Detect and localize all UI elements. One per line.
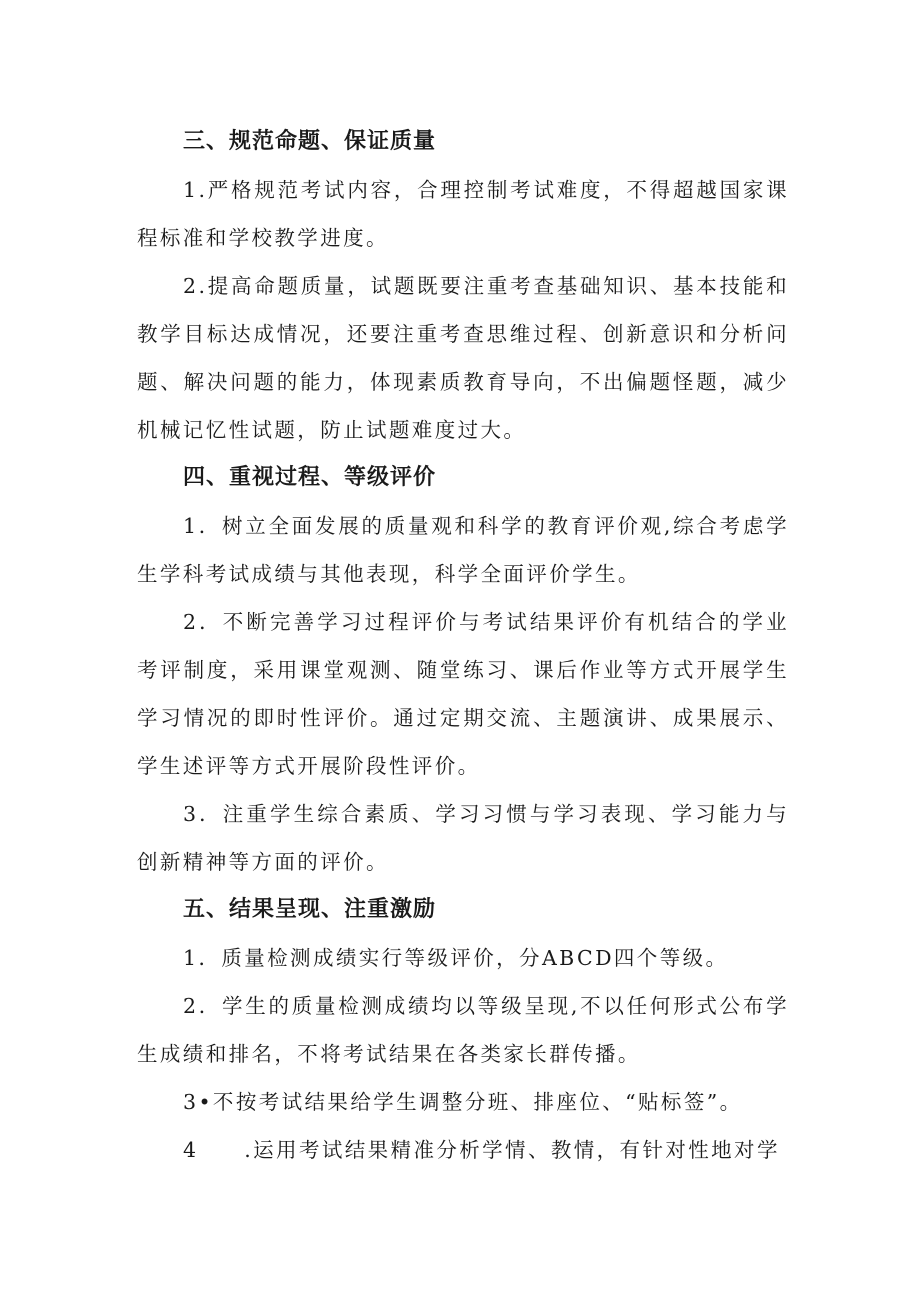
section-heading-5: 五、结果呈现、注重激励 [183, 897, 437, 922]
paragraph: 2.提高命题质量，试题既要注重考查基础知识、基本技能和教学目标达成情况，还要注重考查思维过程、创新意识和分析问题、解决问题的能力，体现素质教育导向，不出偏题怪题，减少机械记忆性试题，防止试题难度过大。 [137, 274, 789, 442]
paragraph: 1．树立全面发展的质量观和科学的教育评价观,综合考虑学生学科考试成绩与其他表现，科学全面评价学生。 [137, 514, 789, 586]
paragraph: 3．注重学生综合素质、学习习惯与学习表现、学习能力与创新精神等方面的评价。 [137, 802, 789, 874]
paragraph: 1．质量检测成绩实行等级评价，分ABCD四个等级。 [183, 946, 729, 970]
section-heading-3: 三、规范命题、保证质量 [183, 129, 437, 154]
paragraph: 3•不按考试结果给学生调整分班、排座位、“贴标签”。 [183, 1090, 743, 1114]
document-body [137, 118, 789, 1174]
section-heading-4: 四、重视过程、等级评价 [183, 465, 437, 490]
paragraph: 4 .运用考试结果精准分析学情、教情，有针对性地对学 [183, 1138, 780, 1162]
paragraph: 1.严格规范考试内容，合理控制考试难度，不得超越国家课程标准和学校教学进度。 [137, 178, 789, 250]
paragraph: 2．不断完善学习过程评价与考试结果评价有机结合的学业考评制度，采用课堂观测、随堂练习、课后作业等方式开展学生学习情况的即时性评价。通过定期交流、主题演讲、成果展示、学生述评等方式开展阶段性评价。 [137, 610, 789, 778]
paragraph: 2．学生的质量检测成绩均以等级呈现,不以任何形式公布学生成绩和排名，不将考试结果在各类家长群传播。 [137, 994, 789, 1066]
